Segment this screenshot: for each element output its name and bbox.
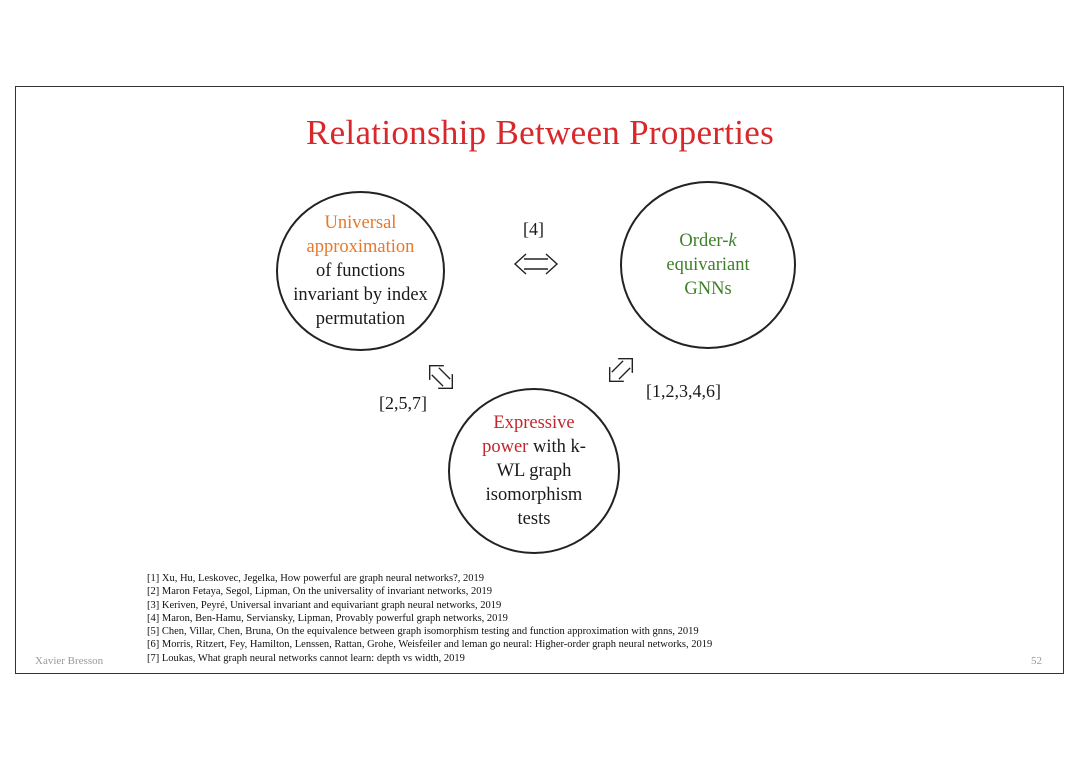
universal-line-5: permutation xyxy=(315,309,406,329)
expressive-line-4: isomorphism xyxy=(485,485,583,505)
edge-ref-order-k-expressive: [1,2,3,4,6] xyxy=(646,381,721,401)
order-k-line-2: equivariant xyxy=(666,255,750,275)
universal-approximation-node xyxy=(276,191,445,351)
order-k-gnn-node xyxy=(620,181,796,349)
order-k-prefix: Order- xyxy=(679,231,729,251)
footer-page-number: 52 xyxy=(1031,655,1042,667)
expressive-line-2-rest: with k- xyxy=(528,437,586,457)
reference-item: [7] Loukas, What graph neural networks cannot learn: depth vs width, 2019 xyxy=(147,652,465,664)
double-arrow-icon-universal-order-k xyxy=(513,252,559,276)
universal-highlight-line-1: Universal xyxy=(324,213,397,233)
universal-line-4: invariant by index xyxy=(293,285,428,305)
references-list xyxy=(147,572,712,665)
expressive-line-5: tests xyxy=(517,509,551,529)
order-k-line-1 xyxy=(679,231,736,251)
order-k-line-3: GNNs xyxy=(684,279,732,299)
reference-item: [2] Maron Fetaya, Segol, Lipman, On the universality of invariant networks, 2019 xyxy=(147,586,492,598)
footer-author: Xavier Bresson xyxy=(35,655,104,667)
reference-item: [5] Chen, Villar, Chen, Bruna, On the equivalence between graph isomorphism testing and function approximation with gnns, 2019 xyxy=(147,626,699,638)
reference-item: [1] Xu, Hu, Leskovec, Jegelka, How powerful are graph neural networks?, 2019 xyxy=(147,573,485,584)
expressive-line-1: Expressive xyxy=(493,413,575,433)
expressive-line-3: WL graph xyxy=(496,461,572,481)
reference-item: [6] Morris, Ritzert, Fey, Hamilton, Lenssen, Rattan, Grohe, Weisfeiler and leman go neural: Higher-order graph neural networks, 2019 xyxy=(147,639,713,651)
edge-ref-universal-expressive: [2,5,7] xyxy=(379,393,427,413)
universal-line-3: of functions xyxy=(316,261,405,281)
slide-title: Relationship Between Properties xyxy=(305,113,775,152)
universal-highlight-line-2: approximation xyxy=(306,237,415,257)
edge-ref-universal-order-k: [4] xyxy=(523,219,544,239)
reference-item: [3] Keriven, Peyré, Universal invariant and equivariant graph neural networks, 2019 xyxy=(147,599,502,611)
expressive-line-2 xyxy=(482,437,586,457)
double-arrow-icon-order-k-expressive xyxy=(604,353,638,387)
double-arrow-icon-universal-expressive xyxy=(425,360,457,394)
reference-item: [4] Maron, Ben-Hamu, Serviansky, Lipman, Provably powerful graph networks, 2019 xyxy=(147,612,508,624)
expressive-power-word: power xyxy=(482,437,529,457)
expressive-power-node xyxy=(448,388,620,554)
order-k-variable: k xyxy=(728,231,737,251)
